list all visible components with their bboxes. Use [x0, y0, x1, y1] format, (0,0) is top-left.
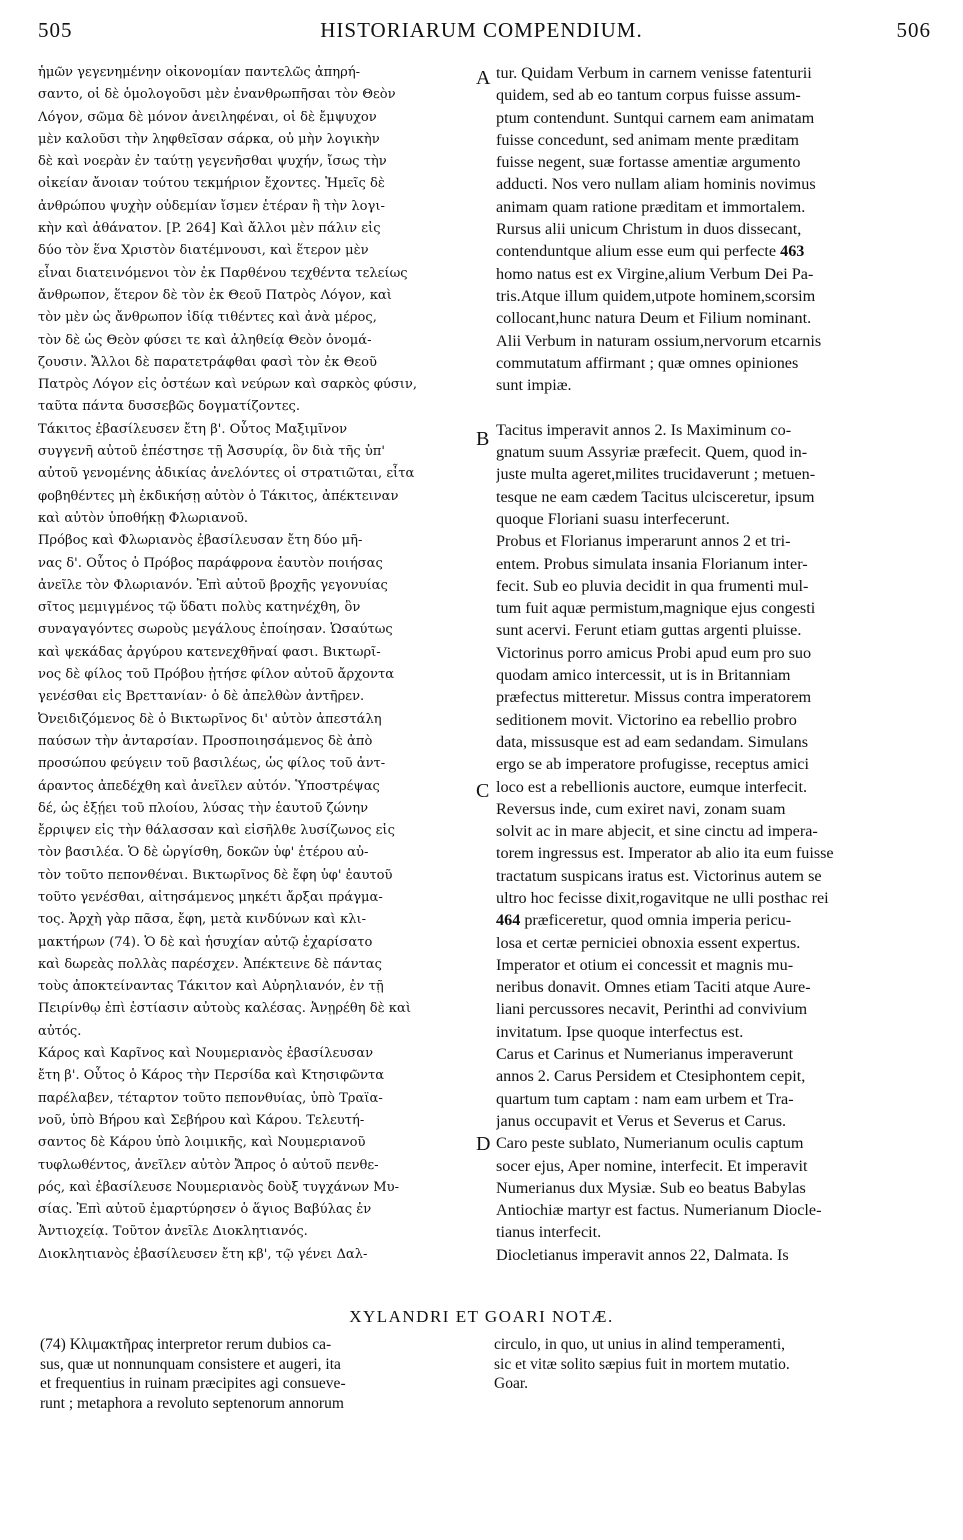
latin-text-line: Diocletianus imperavit annos 22, Dalmata. Is [496, 1245, 789, 1264]
greek-text-line: αὐτοῦ γενομένης ἀδικίας ἀνελόντες οἱ στρατιῶται, εἶτα [38, 466, 415, 482]
greek-text-line: παρέλαβεν, τέταρτον τοῦτο πεπονθυίας, ὑπὸ Τραϊα- [38, 1090, 383, 1106]
greek-text-line: γενέσθαι εἰς Βρεττανίαν· ὁ δὲ ἀπελθὼν ἀντῆρεν. [38, 689, 365, 705]
latin-text-line: fuisse negent, suæ fortasse amentiæ argumento [496, 153, 801, 172]
latin-text-line: Reversus inde, cum exiret navi, zonam suam [496, 799, 786, 818]
latin-text-line: liani percussores necavit, Perinthi ad convivium [496, 1000, 808, 1019]
page-number-left: 505 [38, 18, 73, 42]
notes-right-column [494, 1335, 926, 1394]
latin-text-line: sunt acervi. Ferunt etiam guttas argenti pluisse. [496, 621, 802, 640]
greek-text-line: ἀνεῖλε τὸν Φλωριανόν. Ἐπὶ αὐτοῦ βροχῆς γεγονυίας [38, 577, 388, 593]
margin-marker-d: D [476, 1133, 491, 1155]
greek-text-line: ἡμῶν γεγενημένην οἰκονομίαν παντελῶς ἀπηρή- [38, 65, 361, 80]
note-line: sic et vitæ solito sæpius fuit in mortem mutatio. [494, 1355, 790, 1373]
latin-text-line: Carus et Carinus et Numerianus imperaverunt [496, 1045, 794, 1064]
greek-text-line: Ὀνειδιζόμενος δὲ ὁ Βικτωρῖνος δι' αὐτὸν ἀπεστάλη [38, 711, 382, 727]
greek-text-line: ἀνθρώπου ψυχὴν οὐδεμίαν ἴσμεν ἑτέραν ἢ τὴν λογι- [38, 198, 385, 214]
greek-text-line: Πειρίνθῳ ἐπὶ ἑστίασιν αὐτοὺς καλέσας. Ἀνῃρέθη δὲ καὶ [38, 1001, 411, 1017]
latin-text-line: tesque ne eam cædem Tacitus ulcisceretur, ipsum [496, 487, 815, 506]
greek-text-line: καὶ ψεκάδας ἀργύρου κατενεχθῆναί φασι. Βικτωρῖ- [38, 644, 381, 660]
greek-text-line: δέ, ὡς ἐξῄει τοῦ πλοίου, λύσας τὴν ἑαυτοῦ ζώνην [38, 800, 369, 816]
greek-text-line: νοῦ, ὑπὸ Βήρου καὶ Σεβήρου καὶ Κάρου. Τελευτή- [38, 1112, 365, 1128]
latin-text-line: tianus interfecit. [496, 1223, 602, 1242]
greek-text-line: Κάρος καὶ Καρῖνος καὶ Νουμεριανὸς ἐβασίλευσαν [38, 1046, 374, 1062]
greek-text-line: παύσων τὴν ἀνταρσίαν. Προσποιησάμενος δὲ ἀπὸ [38, 733, 373, 749]
greek-text-line: εἶναι διατεινόμενοι τὸν ἐκ Παρθένου τεχθέντα τελείως [38, 265, 408, 281]
greek-text-line: φοβηθέντες μὴ ἐκδικήσῃ αὐτὸν ὁ Τάκιτος, ἀπέκτειναν [38, 488, 399, 504]
greek-text-line: ταῦτα πάντα δυσσεβῶς δογματίζοντες. [38, 399, 300, 415]
greek-text-line: Τάκιτος ἐβασίλευσεν ἔτη β'. Οὗτος Μαξιμῖνον [38, 421, 348, 437]
notes-title: XYLANDRI ET GOARI NOTÆ. [349, 1307, 614, 1326]
latin-text-line: ptum contendunt. Suntqui carnem eam animatam [496, 108, 815, 127]
greek-text-line: προσώπου φεύγειν τοῦ βασιλέως, ὡς φίλος τοῦ ἀντ- [38, 756, 386, 772]
notes-left-column [40, 1335, 470, 1413]
greek-text-line: δύο τὸν ἕνα Χριστὸν διατέμνουσι, καὶ ἕτερον μὲν [38, 243, 369, 259]
greek-text-line: ζουσιν. Ἄλλοι δὲ παρατετράφθαι φασὶ τὸν ἐκ Θεοῦ [38, 354, 377, 370]
latin-text-line: janus occupavit et Verus et Severus et Carus. [496, 1111, 787, 1130]
greek-text-column [38, 62, 473, 1266]
greek-text-line: συναγαγόντες σωροὺς μεγάλους ἐποίησαν. Ὡσαύτως [38, 622, 393, 638]
greek-text-line: τυφλωθέντος, ἀνεῖλεν αὐτὸν Ἄπρος ὁ αὐτοῦ πενθε- [38, 1157, 379, 1173]
latin-text-line: invitatum. Ipse quoque interfectus est. [496, 1022, 744, 1041]
latin-text-line: ergo se ab imperatore profugisse, receptus amici [496, 755, 809, 774]
greek-text-line: μακτήρων (74). Ὁ δὲ καὶ ἡσυχίαν αὐτῷ ἐχαρίσατο [38, 934, 373, 950]
latin-text-line: quoque Floriani suasu interfecerunt. [496, 509, 730, 528]
latin-text-line: Alii Verbum in naturam ossium,nervorum etcarnis [496, 331, 822, 350]
latin-text-line: collocant,hunc natura Deum et Filium nominant. [496, 309, 812, 328]
latin-text-line: quartum tum captam : nam eam urbem et Tra- [496, 1089, 794, 1108]
greek-text-line: σαντος δὲ Κάρου ὑπὸ λοιμικῆς, καὶ Νουμεριανοῦ [38, 1135, 366, 1151]
latin-text-line: juste multa ageret,milites trucidaverunt ; metuen- [496, 465, 816, 484]
latin-text-line: loco est a rebellionis auctore, eumque interfecit. [496, 777, 808, 796]
greek-text-line: καὶ δωρεὰς πολλὰς παρέσχεν. Ἀπέκτεινε δὲ πάντας [38, 956, 382, 972]
latin-text-line: gnatum suum Assyriæ præfecit. Quem, quod in- [496, 443, 808, 462]
latin-text-line: Victorinus porro amicus Probi apud eum pro suo [496, 643, 812, 662]
latin-text-line: ultro hoc fecisse dixit,rogavitque ne ulli posthac rei [496, 888, 829, 907]
greek-text-line: νας δ'. Οὗτος ὁ Πρόβος παράφρονα ἑαυτὸν ποιήσας [38, 555, 383, 571]
latin-text-line: contenduntque alium esse eum qui perfecte 463 [496, 242, 805, 261]
latin-text-line: tur. Quidam Verbum in carnem venisse fatenturii [496, 64, 812, 82]
greek-text-line: καὶ αὐτὸν ὑποθήκῃ Φλωριανοῦ. [38, 510, 249, 526]
latin-text-line: solvit ac in mare abjecit, et sine cinctu ad impera- [496, 822, 818, 841]
latin-text-line: homo natus est ex Virgine,alium Verbum Dei Pa- [496, 264, 814, 283]
greek-text-line: οἰκείαν ἄνοιαν τούτου τεκμήριον ἔχοντες. Ἡμεῖς δὲ [38, 176, 385, 192]
latin-text-line: Probus et Florianus imperarunt annos 2 et tri- [496, 532, 791, 551]
latin-text-line: Tacitus imperavit annos 2. Is Maximinum co- [496, 420, 792, 439]
greek-text-line: τὸν μὲν ὡς ἄνθρωπον ἰδίᾳ τιθέντες καὶ ἀνὰ μέρος, [38, 310, 377, 326]
latin-text-line: seditionem movit. Victorino ea rebellio probro [496, 710, 797, 729]
greek-text-line: τοῦτο γενέσθαι, αἰτησάμενος μηκέτι ἄρξαι πράγμα- [38, 889, 383, 905]
note-line: Goar. [494, 1375, 529, 1392]
page-number-right: 506 [896, 18, 931, 42]
greek-text-line: Ἀντιοχείᾳ. Τοῦτον ἀνεῖλε Διοκλητιανός. [38, 1224, 308, 1240]
greek-text-line: Διοκλητιανὸς ἐβασίλευσεν ἔτη κβ', τῷ γένει Δαλ- [38, 1246, 368, 1262]
greek-text-line: τος. Ἀρχὴ γὰρ πᾶσα, ἔφη, μετὰ κινδύνων καὶ κλι- [38, 912, 367, 928]
greek-text-line: μὲν καλοῦσι τὴν ληφθεῖσαν σάρκα, οὐ μὴν λογικὴν [38, 131, 380, 147]
note-line: circulo, in quo, ut unius in alind temperamenti, [494, 1336, 785, 1353]
latin-text-line: tractatum suspicans iratus est. Victorinus autem se [496, 866, 822, 885]
latin-text-line: sunt impiæ. [496, 376, 572, 395]
greek-text-line: σῖτος μεμιγμένος τῷ ὕδατι πολὺς κατηνέχθη, ὃν [38, 600, 361, 616]
latin-text-line: adducti. Nos vero nullam aliam hominis novimus [496, 175, 816, 194]
latin-text-line: præfectus mitteretur. Missus contra imperatorem [496, 688, 812, 707]
margin-marker-a: A [476, 67, 491, 89]
latin-text-line: Antiochiæ martyr est factus. Numerianum Diocle- [496, 1201, 822, 1220]
margin-marker-c: C [476, 780, 490, 802]
latin-text-line: Rursus alii unicum Christum in duos dissecant, [496, 220, 802, 239]
greek-text-line: Πρόβος καὶ Φλωριανὸς ἐβασίλευσαν ἔτη δύο μῆ- [38, 533, 363, 549]
greek-text-line: ἔτη β'. Οὗτος ὁ Κάρος τὴν Περσίδα καὶ Κτησιφῶντα [38, 1068, 385, 1084]
latin-text-line: fuisse concedunt, sed animam mente præditam [496, 130, 799, 149]
latin-text-line: quodam amico intercessit, ut is in Britanniam [496, 666, 791, 685]
greek-text-line: κὴν καὶ ἀθάνατον. [P. 264] Καὶ ἄλλοι μὲν πάλιν εἰς [38, 221, 381, 237]
latin-text-line: entem. Probus simulata insania Florianum inter- [496, 554, 808, 573]
greek-text-line: άραντος ἀπεδέχθη καὶ ἀνεῖλεν αὐτόν. Ὑποστρέψας [38, 778, 380, 794]
latin-text-line: tum fuit aquæ permistum,magnique ejus congesti [496, 599, 816, 618]
greek-text-line: σίας. Ἐπὶ αὐτοῦ ἐμαρτύρησεν ὁ ἅγιος Βαβύλας ἐν [38, 1202, 372, 1218]
latin-text-line: quidem, sed ab eo tantum corpus fuisse assum- [496, 86, 801, 105]
latin-text-line: torem ingressus est. Imperator ab alio ita eum fuisse [496, 844, 834, 863]
greek-text-line: νος δὲ φίλος τοῦ Πρόβου ᾐτήσε φίλον αὐτοῦ ἄρχοντα [38, 667, 395, 683]
note-line: (74) Κλιμακτῆρας interpretor rerum dubios ca- [40, 1336, 332, 1353]
greek-text-line: Πατρὸς Λόγον εἰς ὀστέων καὶ νεύρων καὶ σαρκὸς φύσιν, [38, 377, 418, 393]
latin-text-line: tris.Atque illum quidem,utpote hominem,scorsim [496, 286, 816, 305]
greek-text-line: συγγενῆ αὐτοῦ ἐπέστησε τῇ Ἀσσυρίᾳ, ὃν διὰ τῆς ὑπ' [38, 444, 385, 460]
page-header [0, 18, 963, 48]
greek-text-line: τοὺς ἀποκτείναντας Τάκιτον καὶ Αὐρηλιανόν, ἐν τῇ [38, 979, 384, 995]
greek-text-line: αὐτός. [38, 1023, 82, 1039]
greek-text-line: σαντο, οἱ δὲ ὁμολογοῦσι μὲν ἐνανθρωπῆσαι τὸν Θεὸν [38, 87, 396, 103]
greek-text-line: ἄνθρωπον, ἕτερον δὲ τὸν ἐκ Θεοῦ Πατρὸς Λόγον, καὶ [38, 287, 392, 303]
note-line: sus, quæ ut nonnunquam consistere et augeri, ita [40, 1355, 341, 1373]
latin-text-line: Numerianus dux Mysiæ. Sub eo beatus Babylas [496, 1178, 806, 1197]
latin-text-line [496, 396, 928, 418]
running-title: HISTORIARUM COMPENDIUM. [320, 18, 643, 42]
latin-text-line: Caro peste sublato, Numerianum oculis captum [496, 1134, 804, 1153]
margin-marker-b: B [476, 428, 490, 450]
greek-text-line: τὸν τοῦτο πεπονθέναι. Βικτωρῖνος δὲ ἔφη ὑφ' ἑαυτοῦ [38, 867, 393, 883]
greek-text-line: τὸν βασιλέα. Ὁ δὲ ὠργίσθη, δοκῶν ὑφ' ἑτέρου αὐ- [38, 845, 369, 861]
latin-text-column [496, 62, 928, 1266]
latin-text-line: commutatum affirmant ; quæ omnes opiniones [496, 353, 799, 372]
greek-text-line: ἔρριψεν εἰς τὴν θάλασσαν καὶ εἰσῆλθε λυσίζωνος εἰς [38, 823, 395, 839]
greek-text-line: Λόγον, σῶμα δὲ μόνον ἀνειληφέναι, οἱ δὲ ἔμψυχον [38, 109, 377, 125]
latin-text-line: neribus donavit. Omnes etiam Taciti atque Aure- [496, 978, 811, 997]
greek-text-line: ρός, καὶ ἐβασίλευσε Νουμεριανὸς δοὺξ τυγχάνων Μυ- [38, 1179, 400, 1195]
latin-text-line: data, missusque est ad eam sedandam. Simulans [496, 732, 808, 751]
greek-text-line: δὲ καὶ νοερὰν ἐν ταύτῃ γεγενῆσθαι ψυχήν, ἴσως τὴν [38, 154, 387, 170]
note-line: runt ; metaphora a revoluto septenorum annorum [40, 1394, 344, 1412]
greek-text-line: τὸν δὲ ὡς Θεὸν φύσει τε καὶ ἀληθείᾳ Θεὸν ὀνομά- [38, 332, 372, 348]
latin-text-line: fecit. Sub eo pluvia decidit in qua frumenti mul- [496, 576, 809, 595]
latin-text-line: animam quam ratione præditam et immortalem. [496, 197, 806, 216]
latin-text-line: annos 2. Carus Persidem et Ctesiphontem cepit, [496, 1067, 806, 1086]
latin-text-line: Imperator et otium ei concessit et magnis mu- [496, 955, 794, 974]
note-line: et frequentius in ruinam præcipites agi consueve- [40, 1375, 346, 1392]
latin-text-line: losa et certæ perniciei obnoxia essent expertus. [496, 933, 801, 952]
latin-text-line: socer ejus, Aper nomine, interfecit. Et imperavit [496, 1156, 808, 1175]
latin-text-line: 464 præficeretur, quod omnia imperia pericu- [496, 911, 792, 930]
